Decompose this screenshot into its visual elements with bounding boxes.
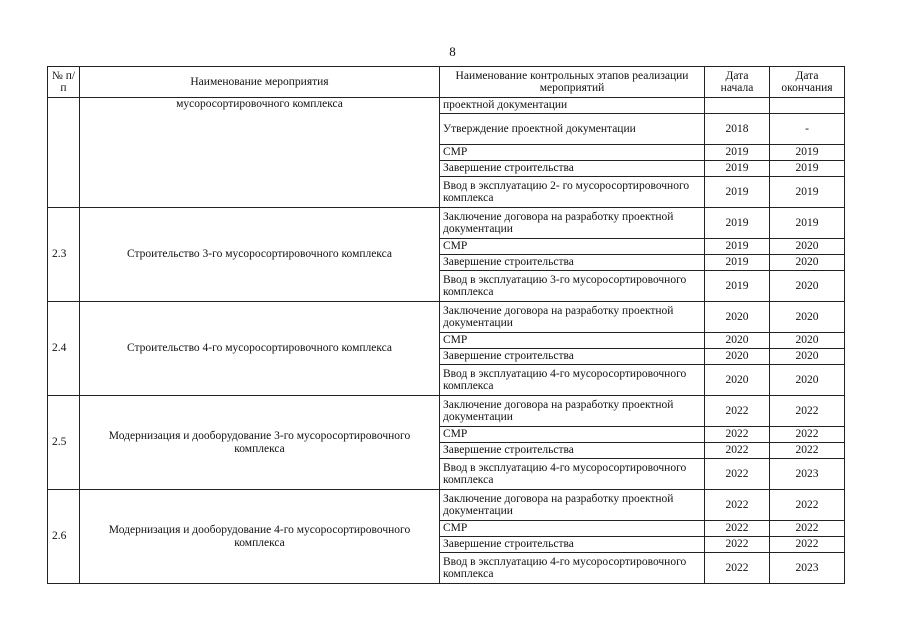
end-date: 2020 bbox=[770, 349, 845, 365]
start-date: 2020 bbox=[705, 302, 770, 333]
start-date: 2019 bbox=[705, 271, 770, 302]
start-date: 2019 bbox=[705, 145, 770, 161]
stage-name: Завершение строительства bbox=[440, 537, 705, 553]
end-date: 2022 bbox=[770, 537, 845, 553]
page-number: 8 bbox=[449, 44, 456, 59]
stage-name: СМР bbox=[440, 333, 705, 349]
start-date: 2019 bbox=[705, 239, 770, 255]
end-date bbox=[770, 98, 845, 114]
stage-name: Ввод в эксплуатацию 2- го мусоросортировочного комплекса bbox=[440, 177, 705, 208]
end-date: 2019 bbox=[770, 177, 845, 208]
item-number: 2.4 bbox=[48, 302, 80, 396]
header-event: Наименование мероприятия bbox=[80, 67, 440, 98]
end-date: 2020 bbox=[770, 365, 845, 396]
stage-name: СМР bbox=[440, 239, 705, 255]
table-body bbox=[48, 98, 845, 584]
stage-name: проектной документации bbox=[440, 98, 705, 114]
start-date: 2022 bbox=[705, 537, 770, 553]
stage-name: Завершение строительства bbox=[440, 443, 705, 459]
end-date: 2022 bbox=[770, 427, 845, 443]
table-row bbox=[48, 302, 845, 333]
table-row bbox=[48, 98, 845, 114]
events-table bbox=[47, 66, 845, 584]
end-date: 2023 bbox=[770, 459, 845, 490]
start-date: 2022 bbox=[705, 521, 770, 537]
stage-name: Ввод в эксплуатацию 4-го мусоросортировочного комплекса bbox=[440, 365, 705, 396]
event-name: Модернизация и дооборудование 3-го мусоросортировочного комплекса bbox=[80, 396, 440, 490]
start-date: 2020 bbox=[705, 349, 770, 365]
stage-name: Утверждение проектной документации bbox=[440, 114, 705, 145]
stage-name: СМР bbox=[440, 427, 705, 443]
table-row bbox=[48, 208, 845, 239]
start-date: 2019 bbox=[705, 161, 770, 177]
start-date: 2020 bbox=[705, 333, 770, 349]
item-number: 2.3 bbox=[48, 208, 80, 302]
stage-name: Заключение договора на разработку проектной документации bbox=[440, 208, 705, 239]
table-row bbox=[48, 396, 845, 427]
item-number bbox=[48, 98, 80, 208]
end-date: 2023 bbox=[770, 553, 845, 584]
end-date: 2019 bbox=[770, 145, 845, 161]
item-number: 2.5 bbox=[48, 396, 80, 490]
event-name: Строительство 3-го мусоросортировочного комплекса bbox=[80, 208, 440, 302]
table-header-row bbox=[48, 67, 845, 98]
end-date: 2020 bbox=[770, 239, 845, 255]
stage-name: СМР bbox=[440, 521, 705, 537]
stage-name: Завершение строительства bbox=[440, 349, 705, 365]
start-date: 2018 bbox=[705, 114, 770, 145]
end-date: 2019 bbox=[770, 208, 845, 239]
start-date: 2022 bbox=[705, 443, 770, 459]
start-date: 2022 bbox=[705, 490, 770, 521]
stage-name: Ввод в эксплуатацию 3-го мусоросортировочного комплекса bbox=[440, 271, 705, 302]
start-date bbox=[705, 98, 770, 114]
header-num: № п/п bbox=[48, 67, 80, 98]
stage-name: Заключение договора на разработку проектной документации bbox=[440, 396, 705, 427]
start-date: 2022 bbox=[705, 553, 770, 584]
start-date: 2019 bbox=[705, 255, 770, 271]
event-name: мусоросортировочного комплекса bbox=[80, 98, 440, 208]
end-date: 2022 bbox=[770, 490, 845, 521]
end-date: 2020 bbox=[770, 302, 845, 333]
stage-name: Ввод в эксплуатацию 4-го мусоросортировочного комплекса bbox=[440, 553, 705, 584]
stage-name: Завершение строительства bbox=[440, 161, 705, 177]
event-name: Строительство 4-го мусоросортировочного комплекса bbox=[80, 302, 440, 396]
start-date: 2020 bbox=[705, 365, 770, 396]
end-date: 2020 bbox=[770, 271, 845, 302]
start-date: 2022 bbox=[705, 427, 770, 443]
stage-name: Заключение договора на разработку проектной документации bbox=[440, 302, 705, 333]
stage-name: Завершение строительства bbox=[440, 255, 705, 271]
header-end-date: Дата окончания bbox=[770, 67, 845, 98]
stage-name: СМР bbox=[440, 145, 705, 161]
event-name: Модернизация и дооборудование 4-го мусоросортировочного комплекса bbox=[80, 490, 440, 584]
stage-name: Заключение договора на разработку проектной документации bbox=[440, 490, 705, 521]
start-date: 2022 bbox=[705, 396, 770, 427]
end-date: 2022 bbox=[770, 396, 845, 427]
end-date: 2019 bbox=[770, 161, 845, 177]
start-date: 2022 bbox=[705, 459, 770, 490]
end-date: 2022 bbox=[770, 521, 845, 537]
end-date: 2020 bbox=[770, 255, 845, 271]
table-row bbox=[48, 490, 845, 521]
header-start-date: Дата начала bbox=[705, 67, 770, 98]
end-date: 2020 bbox=[770, 333, 845, 349]
item-number: 2.6 bbox=[48, 490, 80, 584]
header-stages: Наименование контрольных этапов реализации мероприятий bbox=[440, 67, 705, 98]
start-date: 2019 bbox=[705, 208, 770, 239]
end-date: - bbox=[770, 114, 845, 145]
end-date: 2022 bbox=[770, 443, 845, 459]
stage-name: Ввод в эксплуатацию 4-го мусоросортировочного комплекса bbox=[440, 459, 705, 490]
start-date: 2019 bbox=[705, 177, 770, 208]
